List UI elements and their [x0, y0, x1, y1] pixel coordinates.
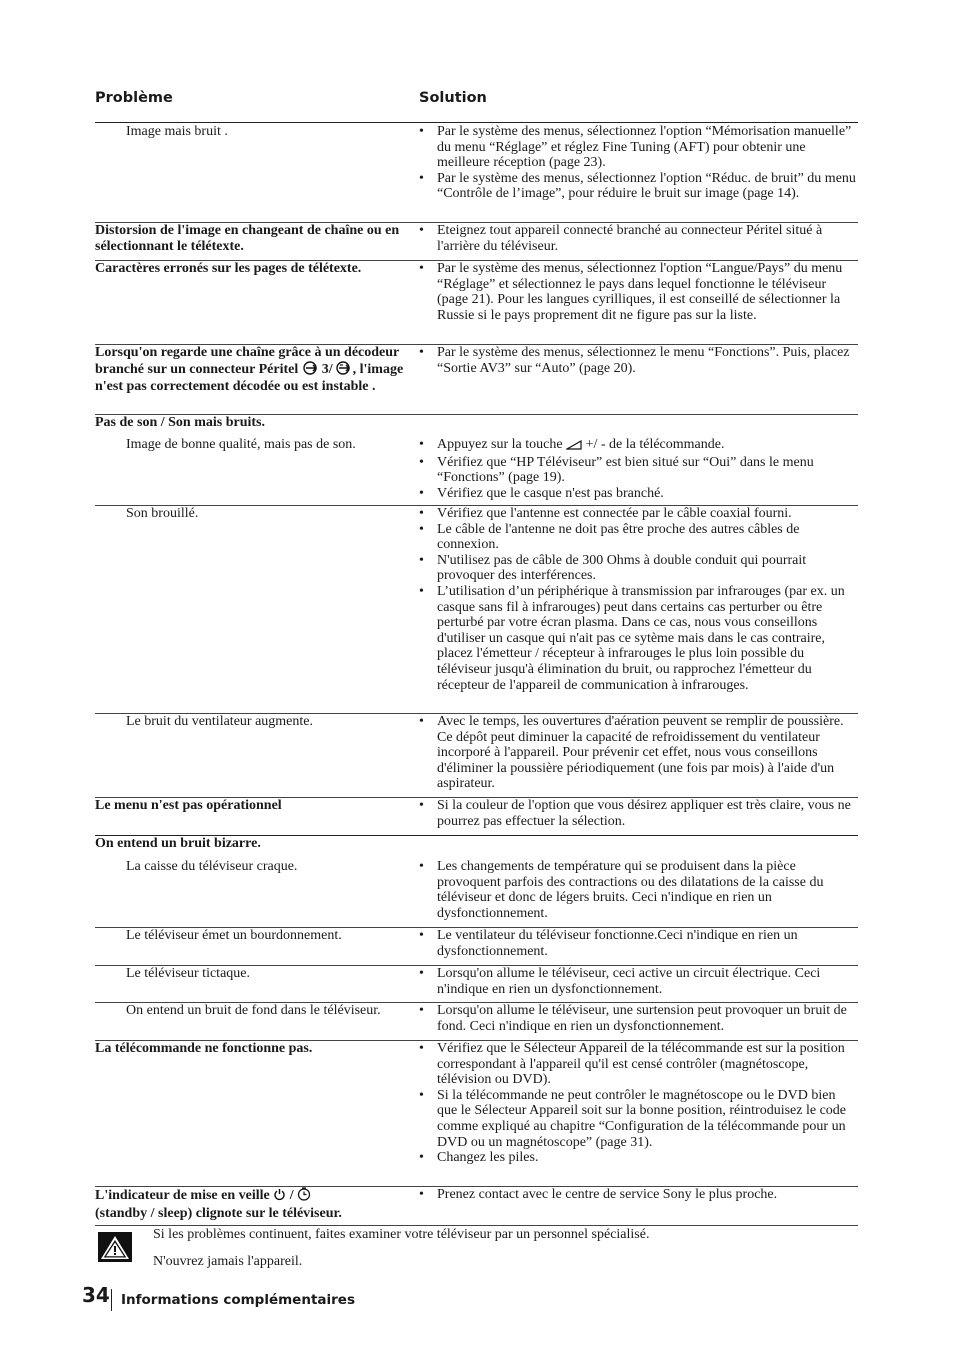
table-row	[95, 223, 858, 261]
solution-item: • Eteignez tout appareil connecté branché au connecteur Péritel situé à l'arrière du téléviseur.	[418, 223, 858, 254]
problem-text: Image de bonne qualité, mais pas de son.	[126, 437, 356, 452]
problem-text: Son brouillé.	[126, 506, 199, 521]
problem-text: Le téléviseur émet un bourdonnement.	[126, 928, 342, 943]
sleep-timer-icon	[297, 1187, 311, 1206]
problem-text: On entend un bruit bizarre.	[95, 836, 261, 851]
solution-list	[418, 1041, 858, 1166]
solution-list	[418, 1187, 858, 1203]
problem-text: On entend un bruit de fond dans le téléviseur.	[126, 1003, 381, 1018]
solution-list	[418, 345, 858, 376]
table-row	[95, 714, 858, 798]
table-row	[95, 798, 858, 836]
table-row	[95, 437, 858, 506]
problem-text: L'indicateur de mise en veille / (standby / sleep) clignote sur le téléviseur.	[95, 1188, 342, 1221]
solution-item: • Avec le temps, les ouvertures d'aération peuvent se remplir de poussière. Ce dépôt peut diminuer la capacité de refroidissement du ventilateur incorporé à l'appareil. Pour prévenir cet effet, nous vous conseillons d'éliminer la poussière périodiquement (une fois par mois) à l'aide d'un aspirateur.	[418, 714, 858, 792]
header-rule	[95, 122, 858, 123]
table-row	[95, 1003, 858, 1041]
solution-item: • Par le système des menus, sélectionnez l'option “Mémorisation manuelle” du menu “Réglage” et réglez Fine Tuning (AFT) pour obtenir une meilleure réception (page 23).	[418, 124, 858, 171]
solution-list	[418, 223, 858, 254]
solution-item: • Vérifiez que “HP Téléviseur” est bien situé sur “Oui” dans le menu “Fonctions” (page 19).	[418, 455, 858, 486]
solution-item: • Le câble de l'antenne ne doit pas être proche des autres câbles de connexion.	[418, 522, 858, 553]
footer-divider	[111, 1289, 112, 1311]
solution-list	[418, 437, 858, 501]
problem-text: La télécommande ne fonctionne pas.	[95, 1041, 313, 1056]
problem-text: Le menu n'est pas opérationnel	[95, 798, 282, 813]
problem-text: Pas de son / Son mais bruits.	[95, 415, 265, 430]
solution-item: • Les changements de température qui se produisent dans la pièce provoquent parfois des contractions ou des dilatations de la caisse du téléviseur et donc de légers bruits. Ceci n'indique en rien un dysfonctionnement.	[418, 859, 858, 921]
solution-list	[418, 506, 858, 693]
problem-text: La caisse du téléviseur craque.	[126, 859, 298, 874]
table-row-heading	[95, 836, 858, 859]
solution-item: • Par le système des menus, sélectionnez l'option “Langue/Pays” du menu “Réglage” et sélectionnez le pays dans lequel fonctionne le téléviseur (page 21). Pour les langues cyrilliques, il est conseillé de sélectionner la Russie si le pays proprement dit ne figure pas sur la liste.	[418, 261, 858, 323]
solution-item: • Vérifiez que le Sélecteur Appareil de la télécommande est sur la position correspondant à l'appareil qu'il est censé contrôler (magnétoscope, télévision ou DVD).	[418, 1041, 858, 1088]
solution-item: • L’utilisation d’un périphérique à transmission par infrarouges (par ex. un casque sans fil à infrarouges) peut dans certains cas perturber ou être perturbé par votre écran plasma. Dans ce cas, nous vous conseillons d'utiliser un casque qui n'ait pas ce sytème mais dans le cas contraire, placez l'émetteur / récepteur à infrarouges le plus loin possible du téléviseur jusqu'à élimination du bruit, ou rapprochez l'émetteur du récepteur de l'appareil de communication à infrarouges.	[418, 584, 858, 693]
table-row	[95, 345, 858, 415]
table-row	[95, 261, 858, 345]
solution-item: • Changez les piles.	[418, 1150, 858, 1166]
table-row	[95, 124, 858, 223]
solution-list	[418, 966, 858, 997]
table-row	[95, 928, 858, 966]
solution-item: • N'utilisez pas de câble de 300 Ohms à double conduit qui pourrait provoquer des interférences.	[418, 553, 858, 584]
table-row	[95, 506, 858, 714]
solution-item: • Par le système des menus, sélectionnez le menu “Fonctions”. Puis, placez “Sortie AV3” sur “Auto” (page 20).	[418, 345, 858, 376]
problem-text: Le bruit du ventilateur augmente.	[126, 714, 313, 729]
solution-list	[418, 1003, 858, 1034]
warning-text: Si les problèmes continuent, faites examiner votre téléviseur par un personnel spécialisé.	[153, 1227, 650, 1242]
solution-item: • Lorsqu'on allume le téléviseur, ceci active un circuit électrique. Ceci n'indique en rien un dysfonctionnement.	[418, 966, 858, 997]
column-header-problem: Problème	[95, 90, 173, 106]
solution-list	[418, 859, 858, 921]
solution-list	[418, 714, 858, 792]
warning-text: N'ouvrez jamais l'appareil.	[153, 1254, 303, 1269]
solution-item: • Si la télécommande ne peut contrôler le magnétoscope ou le DVD bien que le Sélecteur Appareil soit sur la bonne position, réintroduisez le code comme expliqué au chapitre “Configuration de la télécommande pour un DVD ou un magnétoscope” (page 31).	[418, 1088, 858, 1150]
table-row-heading	[95, 415, 858, 437]
problem-text: Lorsqu'on regarde une chaîne grâce à un décodeur branché sur un connecteur Péritel 3/ , l'image n'est pas correctement décodée ou est instable .	[95, 345, 404, 395]
solution-list	[418, 124, 858, 202]
problem-text: Image mais bruit .	[126, 124, 228, 139]
solution-item: • Vérifiez que l'antenne est connectée par le câble coaxial fourni.	[418, 506, 858, 522]
solution-list	[418, 798, 858, 829]
scart-output-icon	[333, 361, 353, 380]
solution-item: • Appuyez sur la touche +/ - de la télécommande.	[418, 437, 858, 455]
table-row	[95, 1187, 858, 1226]
solution-item: • Par le système des menus, sélectionnez l'option “Réduc. de bruit” du menu “Contrôle de l’image”, pour réduire le bruit sur image (page 14).	[418, 171, 858, 202]
power-icon	[273, 1188, 286, 1206]
page-number: 34	[82, 1283, 110, 1307]
solution-item: • Lorsqu'on allume le téléviseur, une surtension peut provoquer un bruit de fond. Ceci n'indique en rien un dysfonctionnement.	[418, 1003, 858, 1034]
column-header-solution: Solution	[419, 90, 487, 106]
solution-item: • Vérifiez que le casque n'est pas branché.	[418, 486, 858, 502]
solution-list	[418, 261, 858, 323]
section-title: Informations complémentaires	[121, 1292, 355, 1308]
solution-list	[418, 928, 858, 959]
problem-text: Caractères erronés sur les pages de télétexte.	[95, 261, 362, 276]
volume-icon	[566, 439, 582, 455]
problem-text: Le téléviseur tictaque.	[126, 966, 250, 981]
scart-input-icon	[302, 361, 322, 380]
warning-icon	[98, 1232, 132, 1267]
solution-item: • Prenez contact avec le centre de service Sony le plus proche.	[418, 1187, 858, 1203]
table-row	[95, 1041, 858, 1187]
problem-text: Distorsion de l'image en changeant de chaîne ou en sélectionnant le télétexte.	[95, 223, 400, 254]
solution-item: • Le ventilateur du téléviseur fonctionne.Ceci n'indique en rien un dysfonctionnement.	[418, 928, 858, 959]
table-row	[95, 966, 858, 1003]
solution-item: • Si la couleur de l'option que vous désirez appliquer est très claire, vous ne pourrez pas effectuer la sélection.	[418, 798, 858, 829]
table-row	[95, 859, 858, 928]
